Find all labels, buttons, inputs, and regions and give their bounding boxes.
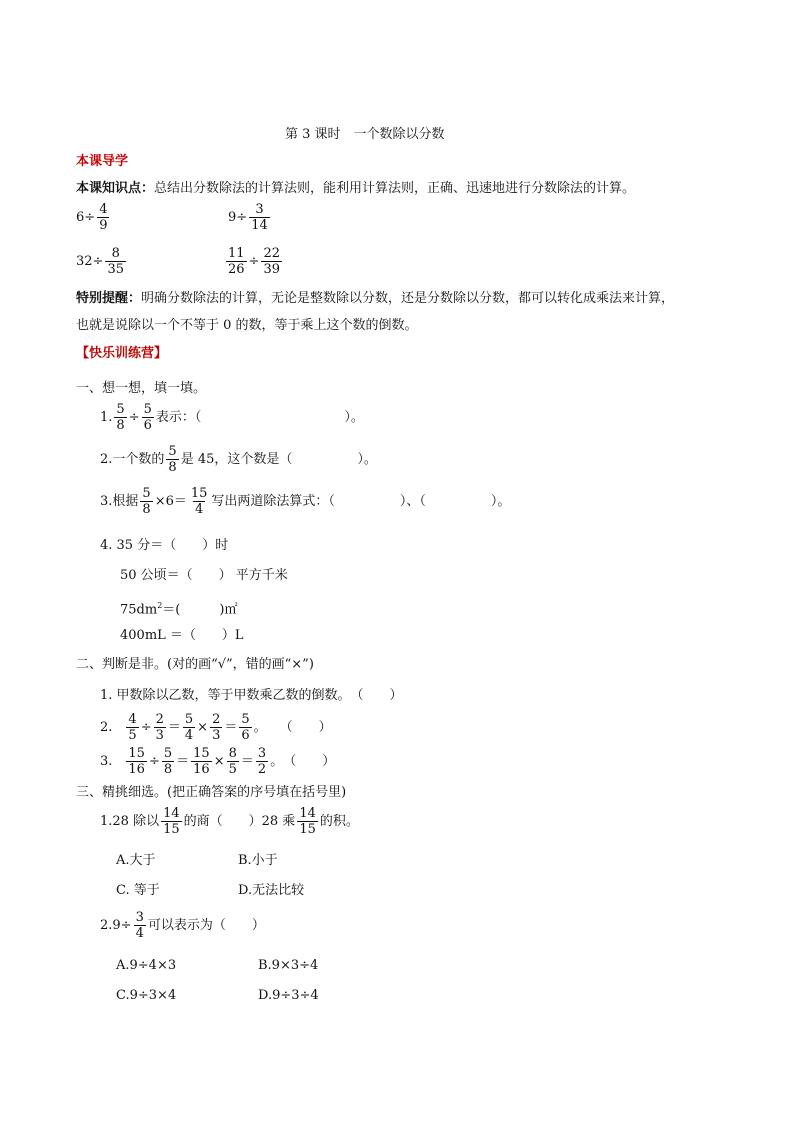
numerator: 2 [212, 712, 221, 727]
op-divide: ÷ [140, 719, 152, 735]
section2-q2 [100, 712, 332, 743]
answer-blank-text[interactable]: 是 45，这个数是（ ）。 [180, 451, 377, 467]
example-2-whole: 9 [228, 209, 237, 225]
fraction [162, 746, 174, 777]
answer-blank-text[interactable]: 表示：（ ）。 [155, 409, 364, 425]
section1-q4-line1[interactable]: 4. 35 分＝（ ）时 [100, 538, 229, 553]
q1-option-a[interactable]: A.大于 [116, 853, 156, 868]
denominator: 16 [193, 762, 210, 777]
denominator: 2 [257, 762, 267, 777]
denominator: 14 [251, 218, 268, 233]
op-equals: ＝ [176, 753, 190, 769]
q2-option-a[interactable]: A.9÷4×3 [116, 958, 177, 973]
example-1-whole: 6 [76, 209, 85, 225]
tip-label: 特别提醒： [76, 291, 142, 306]
numerator: 14 [299, 806, 316, 821]
numerator: 15 [193, 746, 210, 761]
fraction [227, 746, 239, 777]
answer-blank-text[interactable]: 。 （ ） [270, 753, 336, 769]
denominator: 35 [107, 262, 124, 277]
numerator: 3 [255, 202, 264, 217]
fraction [183, 712, 195, 743]
denominator: 5 [128, 728, 137, 743]
tip-line-2: 也就是说除以一个不等于 0 的数，等于乘上这个数的倒数。 [76, 318, 418, 333]
section1-q1 [100, 402, 364, 433]
section2-heading: 二、判断是非。(对的画“√”，错的画“×”) [76, 657, 314, 672]
denominator: 8 [116, 418, 125, 433]
numerator: 2 [155, 712, 164, 727]
q1-option-b[interactable]: B.小于 [238, 853, 278, 868]
denominator: 26 [228, 262, 245, 277]
denominator: 3 [155, 728, 164, 743]
op-equals: ＝ [224, 719, 238, 735]
fraction [134, 910, 146, 941]
denominator: 8 [168, 460, 177, 475]
section3-q1 [100, 806, 359, 837]
numerator: 15 [128, 746, 145, 761]
unit-b: ＝( )㎡ [162, 602, 238, 618]
denominator: 4 [184, 728, 194, 743]
denominator: 16 [128, 762, 145, 777]
fraction [161, 806, 182, 837]
fraction [191, 746, 212, 777]
op-equals: ＝ [240, 753, 254, 769]
denominator: 6 [143, 418, 152, 433]
numerator: 5 [168, 444, 177, 459]
knowledge-text: 总结出分数除法的计算法则，能利用计算法则，正确、迅速地进行分数除法的计算。 [154, 181, 636, 196]
section2-q3 [100, 746, 335, 777]
operator: ÷ [128, 409, 140, 425]
denominator: 4 [135, 926, 144, 941]
example-1 [76, 202, 111, 233]
numerator: 5 [143, 402, 152, 417]
numerator: 8 [228, 746, 237, 761]
example-3-whole: 32 [76, 253, 93, 269]
q2-option-c[interactable]: C.9÷3×4 [116, 988, 177, 1003]
section1-q3 [100, 486, 510, 517]
op-equals: ＝ [167, 719, 181, 735]
denominator: 5 [228, 762, 237, 777]
numerator: 15 [190, 486, 208, 501]
fraction [114, 402, 126, 433]
q1-option-d[interactable]: D.无法比较 [238, 883, 305, 898]
section3-heading: 三、精挑细选。(把正确答案的序号填在括号里) [76, 785, 347, 800]
fraction [297, 806, 318, 837]
tip-line-1 [76, 290, 674, 308]
superscript: 2 [157, 601, 163, 610]
section1-heading: 一、想一想，填一填。 [76, 381, 207, 396]
q2-option-d[interactable]: D.9÷3÷4 [258, 988, 319, 1003]
example-4-fraction-b [261, 246, 282, 277]
q-end: 的积。 [319, 813, 359, 829]
unit-a: 75dm [120, 602, 158, 618]
section3-q2 [100, 910, 265, 941]
section1-q2 [100, 444, 377, 475]
fraction [126, 746, 147, 777]
numerator: 3 [257, 746, 267, 761]
numerator: 4 [99, 202, 108, 217]
example-2-fraction [249, 202, 270, 233]
q-prefix: 2. [100, 719, 113, 735]
numerator: 4 [128, 712, 137, 727]
numerator: 8 [111, 246, 120, 261]
example-4 [224, 246, 284, 277]
knowledge-label: 本课知识点： [76, 181, 155, 196]
denominator: 39 [263, 262, 280, 277]
q-prefix: 2.9÷ [100, 917, 132, 933]
answer-blank-text[interactable]: 写出两道除法算式：（ ）、（ ）。 [211, 493, 511, 509]
fraction [166, 444, 178, 475]
example-2-op: ÷ [236, 209, 248, 225]
section2-q1[interactable]: 1. 甲数除以乙数，等于甲数乘乙数的倒数。 （ ） [100, 688, 403, 703]
op-divide: ÷ [148, 753, 160, 769]
example-1-op: ÷ [84, 209, 96, 225]
denominator: 6 [241, 728, 250, 743]
op-times: × [197, 719, 209, 735]
q-prefix: 2.一个数的 [100, 451, 165, 467]
q1-option-c[interactable]: C. 等于 [116, 883, 160, 898]
fraction [140, 486, 152, 517]
numerator: 5 [116, 402, 125, 417]
denominator: 4 [194, 502, 204, 517]
answer-blank-text[interactable]: 可以表示为（ ） [147, 917, 265, 933]
denominator: 15 [299, 822, 316, 837]
numerator: 3 [135, 910, 144, 925]
section1-q4-line3[interactable] [120, 597, 237, 619]
denominator: 8 [142, 502, 151, 517]
example-3-op: ÷ [92, 253, 104, 269]
q-prefix: 3. [100, 753, 113, 769]
fraction [142, 402, 154, 433]
example-1-fraction [97, 202, 109, 233]
numerator: 14 [163, 806, 180, 821]
example-3-fraction [105, 246, 126, 277]
numerator: 5 [142, 486, 151, 501]
section1-q4-line2[interactable]: 50 公顷＝（ ） 平方千米 [120, 568, 288, 583]
section1-q4-line4[interactable]: 400mL ＝（ ）L [120, 628, 244, 643]
example-3 [76, 246, 128, 277]
fraction [239, 712, 251, 743]
numerator: 5 [241, 712, 250, 727]
denominator: 3 [212, 728, 221, 743]
guide-heading: 本课导学 [76, 154, 129, 169]
fraction [189, 486, 210, 517]
practice-heading: 【快乐训练营】 [76, 346, 168, 361]
q-prefix: 1. [100, 409, 113, 425]
fraction [154, 712, 166, 743]
fraction [126, 712, 138, 743]
denominator: 9 [99, 218, 108, 233]
fraction [256, 746, 268, 777]
denominator: 15 [163, 822, 180, 837]
numerator: 5 [184, 712, 194, 727]
example-2 [228, 202, 272, 233]
numerator: 11 [228, 246, 245, 261]
numerator: 22 [263, 246, 280, 261]
answer-blank-text[interactable]: 。 （ ） [253, 719, 332, 735]
tip-text-1: 明确分数除法的计算，无论是整数除以分数，还是分数除以分数，都可以转化成乘法来计算， [141, 291, 675, 306]
op-times: × [213, 753, 225, 769]
answer-blank-text[interactable]: 的商（ ）28 乘 [183, 813, 296, 829]
page-title: 第 3 课时 一个数除以分数 [285, 127, 445, 142]
q2-option-b[interactable]: B.9×3÷4 [258, 958, 319, 973]
q-prefix: 1.28 除以 [100, 813, 160, 829]
example-4-fraction-a [226, 246, 247, 277]
fraction [210, 712, 222, 743]
example-4-op: ÷ [248, 253, 260, 269]
knowledge-line [76, 180, 635, 198]
q-mid: ×6＝ [154, 493, 187, 509]
q-prefix: 3.根据 [100, 493, 139, 509]
denominator: 8 [163, 762, 173, 777]
numerator: 5 [163, 746, 173, 761]
